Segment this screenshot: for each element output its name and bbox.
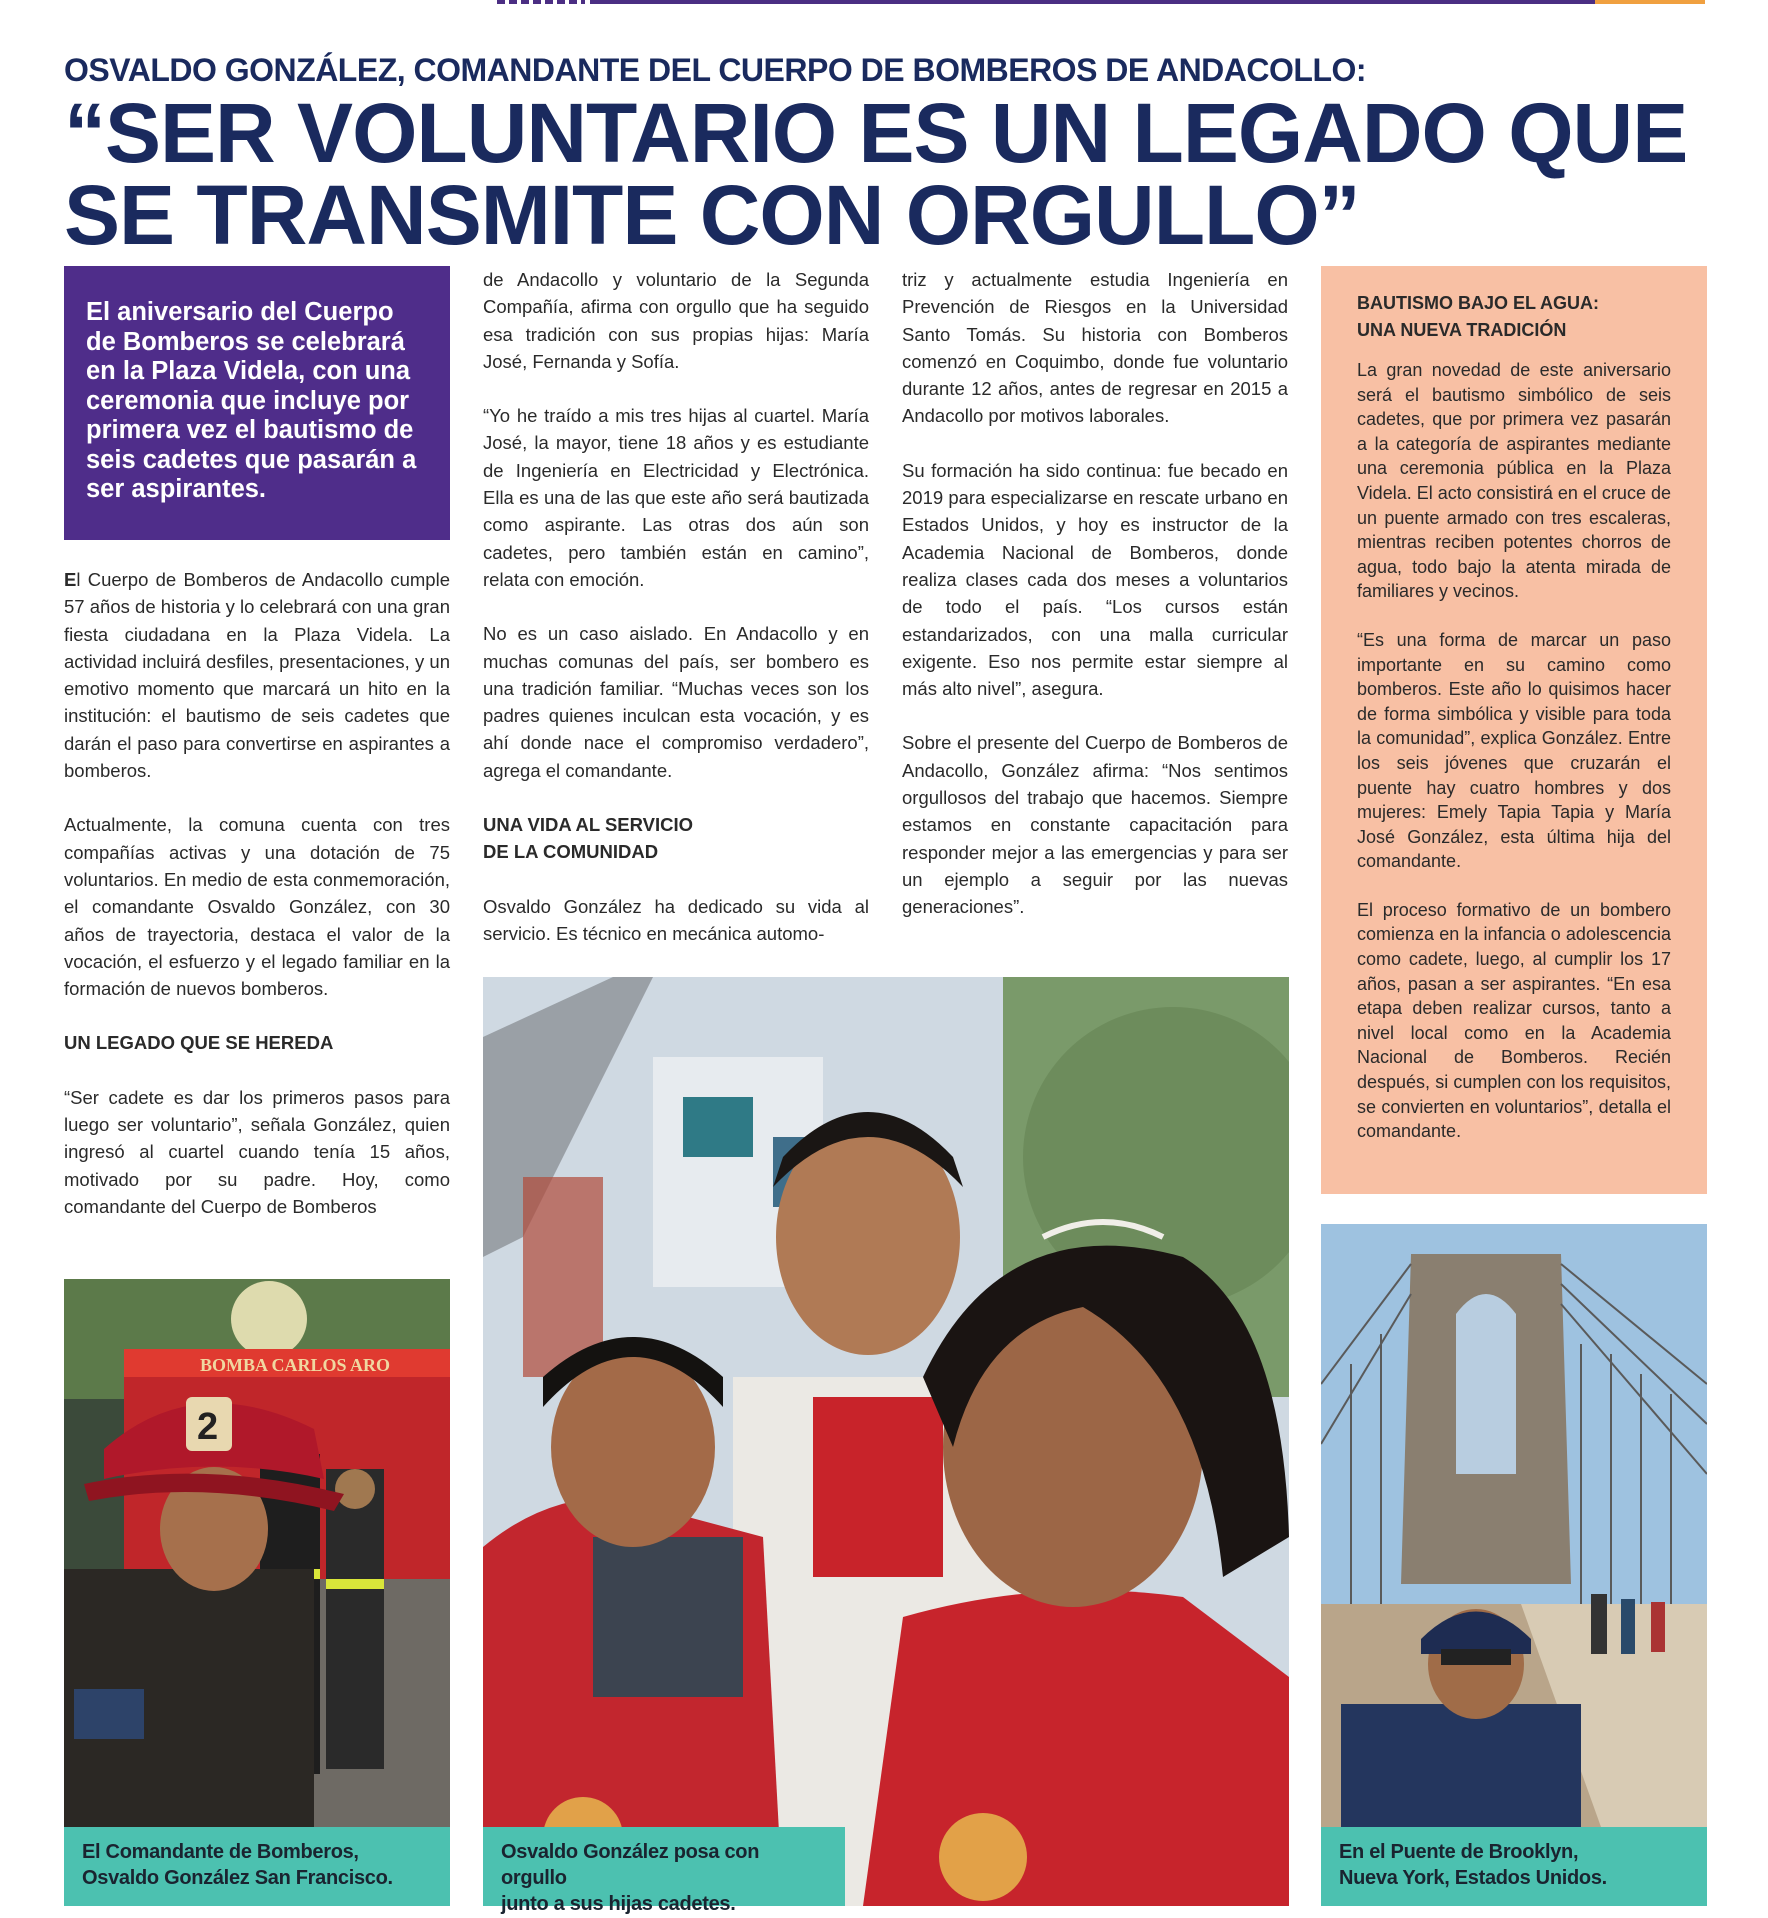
section-heading: UNA VIDA AL SERVICIO DE LA COMUNIDAD bbox=[483, 814, 694, 863]
article-headline bbox=[64, 86, 1704, 262]
top-orange-rule bbox=[1595, 0, 1705, 4]
photo-commander bbox=[64, 1279, 450, 1827]
paragraph: Su formación ha sido continua: fue becado en 2019 para especializarse en rescate urbano en Estados Unidos, y hoy es instructor de la Academia Nacional de Bomberos, donde realiza clases cada dos meses a voluntarios de todo el país. “Los cursos están estandarizados, con una malla curricular exigente. Eso nos permite estar siempre al más alto nivel”, asegura. bbox=[902, 459, 1288, 700]
article-column-3 bbox=[902, 266, 1288, 948]
paragraph: de Andacollo y voluntario de la Segunda Compañía, afirma con orgullo que ha seguido esa tradición con sus propias hijas: María José, Fernanda y Sofía. bbox=[483, 269, 869, 372]
truck-sign-text: BOMBA CARLOS ARO bbox=[200, 1355, 391, 1375]
paragraph: Sobre el presente del Cuerpo de Bomberos de Andacollo, González afirma: “Nos sentimos orgullosos del trabajo que hacemos. Siempre estamos en constante capacitación para responder mejor a las emergencias y para ser un ejemplo a seguir por las nuevas generaciones”. bbox=[902, 732, 1288, 918]
drop-cap: E bbox=[64, 569, 77, 590]
photo-brooklyn-bridge bbox=[1321, 1224, 1707, 1827]
paragraph: El Cuerpo de Bomberos de Andacollo cumple 57 años de historia y lo celebrará con una gran fiesta ciudadana en la Plaza Videla. La actividad incluirá desfiles, presentaciones, y un emotivo momento que marcará un hito en la institución: el bautismo de seis cadetes que darán el paso para convertirse en aspirantes a bomberos. bbox=[64, 569, 450, 782]
top-purple-rule bbox=[590, 0, 1595, 4]
paragraph: “Es una forma de marcar un paso importante en su camino como bomberos. Este año lo quisimos hacer de forma simbólica y visible para toda la comunidad”, explica González. Entre los seis jóvenes que cruzarán el puente hay cuatro hombres y dos mujeres: Emely Tapia Tapia y María José González, esta última hija del comandante. bbox=[1357, 629, 1671, 872]
paragraph: Actualmente, la comuna cuenta con tres compañías activas y una dotación de 75 voluntarios. En medio de esta conmemoración, el comandante Osvaldo González, con 30 años de trayectoria, destaca el valor de la vocación, el esfuerzo y el legado familiar en la formación de nuevos bomberos. bbox=[64, 814, 450, 1000]
headline-line-2: SE TRANSMITE CON ORGULLO” bbox=[64, 168, 1360, 262]
caption-family: Osvaldo González posa con orgullo junto a sus hijas cadetes. bbox=[483, 1827, 845, 1906]
paragraph: El proceso formativo de un bombero comienza en la infancia o adolescencia como cadete, luego, al cumplir los 17 años, pasan a ser aspirantes. “En esa etapa deben realizar cursos, tanto a nivel local como en la Academia Nacional de Bomberos. Recién después, si cumplen con los requisitos, se convierten en voluntarios”, detalla el comandante. bbox=[1357, 899, 1671, 1142]
pull-quote-callout: El aniversario del Cuerpo de Bomberos se celebrará en la Plaza Videla, con una ceremonia que incluye por primera vez el bautismo de seis cadetes que pasarán a ser aspirantes. bbox=[64, 266, 450, 540]
headline-line-1: “SER VOLUNTARIO ES UN LEGADO QUE bbox=[64, 86, 1688, 180]
helmet-number: 2 bbox=[197, 1406, 219, 1448]
article-column-1 bbox=[64, 566, 450, 1247]
paragraph: La gran novedad de este aniversario será el bautismo simbólico de seis cadetes, que por primera vez pasarán a la categoría de aspirantes mediante una ceremonia pública en la Plaza Videla. El acto consistirá en el cruce de un puente armado con tres escaleras, mientras reciben potentes chorros de agua, todo bajo la atenta mirada de familiares y vecinos. bbox=[1357, 360, 1671, 602]
sidebar-heading: BAUTISMO BAJO EL AGUA: UNA NUEVA TRADICIÓN bbox=[1357, 293, 1600, 340]
paragraph: “Yo he traído a mis tres hijas al cuartel. María José, la mayor, tiene 18 años y es estudiante de Ingeniería en Electricidad y Electrónica. Ella es una de las que este año será bautizada como aspirante. Las otras dos aún son cadetes, pero también están en camino”, relata con emoción. bbox=[483, 405, 869, 590]
caption-brooklyn: En el Puente de Brooklyn, Nueva York, Estados Unidos. bbox=[1321, 1827, 1707, 1906]
paragraph: triz y actualmente estudia Ingeniería en Prevención de Riesgos en la Universidad Santo Tomás. Su historia con Bomberos comenzó en Coquimbo, donde fue voluntario durante 12 años, antes de regresar en 2015 a Andacollo por motivos laborales. bbox=[902, 269, 1288, 427]
caption-commander: El Comandante de Bomberos, Osvaldo González San Francisco. bbox=[64, 1827, 450, 1906]
article-kicker: OSVALDO GONZÁLEZ, COMANDANTE DEL CUERPO DE BOMBEROS DE ANDACOLLO: bbox=[64, 52, 1367, 88]
paragraph: Osvaldo González ha dedicado su vida al servicio. Es técnico en mecánica automo- bbox=[483, 895, 869, 944]
article-column-2 bbox=[483, 266, 869, 974]
top-dotted-rule bbox=[497, 0, 585, 4]
paragraph: “Ser cadete es dar los primeros pasos para luego ser voluntario”, señala González, quien ingresó al cuartel cuando tenía 15 años, motivado por su padre. Hoy, como comandante del Cuerpo de Bomberos bbox=[64, 1086, 450, 1217]
photo-family-selfie bbox=[483, 977, 1289, 1906]
section-heading: UN LEGADO QUE SE HEREDA bbox=[64, 1032, 334, 1054]
sidebar-box bbox=[1321, 266, 1707, 1194]
paragraph: No es un caso aislado. En Andacollo y en muchas comunas del país, ser bombero es una tradición familiar. “Muchas veces son los padres quienes inculcan esta vocación, y es ahí donde nace el compromiso verdadero”, agrega el comandante. bbox=[483, 623, 869, 781]
